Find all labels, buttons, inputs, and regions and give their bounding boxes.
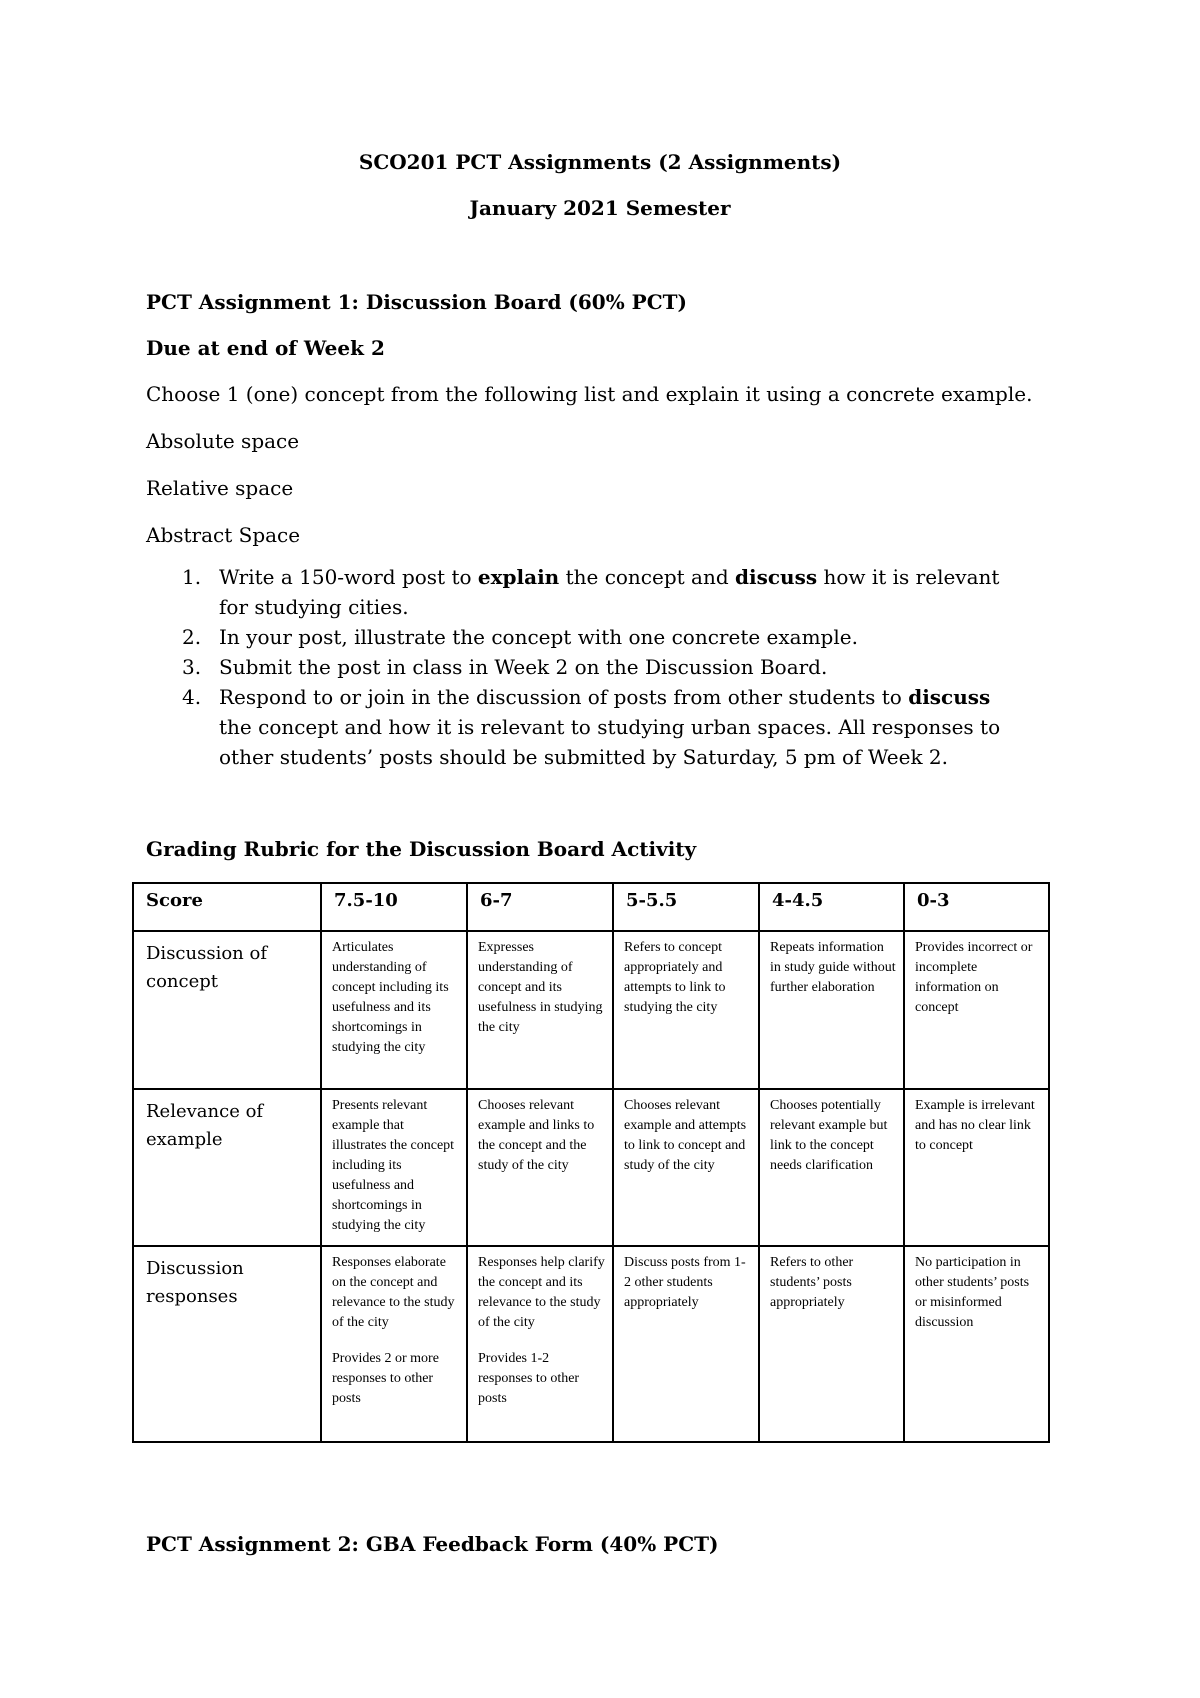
step-number: 3.: [182, 655, 202, 679]
assignment1-instruction: Choose 1 (one) concept from the following list and explain it using a concrete example.: [146, 382, 1033, 406]
step-item: 2. In your post, illustrate the concept with one concrete example.: [146, 622, 1026, 652]
step-number: 2.: [182, 625, 202, 649]
rubric-cell: No participation in other students’ posts or misinformed discussion: [904, 1246, 1049, 1442]
step-number: 1.: [182, 565, 202, 589]
rubric-cell: Responses elaborate on the concept and relevance to the study of the city Provides 2 or more responses to other posts: [321, 1246, 467, 1442]
assignment2-heading: PCT Assignment 2: GBA Feedback Form (40% PCT): [146, 1532, 719, 1556]
step-item: 4. Respond to or join in the discussion of posts from other students to discuss the concept and how it is relevant to studying urban spaces. All responses to other students’ posts should be submitted by Saturday, 5 pm of Week 2.: [146, 682, 1026, 772]
rubric-title: Grading Rubric for the Discussion Board Activity: [146, 837, 697, 861]
rubric-cell: Example is irrelevant and has no clear link to concept: [904, 1089, 1049, 1246]
rubric-header-cell: Score: [133, 883, 321, 931]
rubric-header-row: [133, 883, 1049, 931]
assignment-steps-list: [146, 562, 1026, 772]
concept-item: Abstract Space: [146, 523, 301, 547]
assignment1-heading: PCT Assignment 1: Discussion Board (60% PCT): [146, 290, 687, 314]
rubric-cell: Expresses understanding of concept and its usefulness in studying the city: [467, 931, 613, 1089]
rubric-cell: Chooses relevant example and attempts to link to concept and study of the city: [613, 1089, 759, 1246]
step-item: 1. Write a 150-word post to explain the concept and discuss how it is relevant for studying cities.: [146, 562, 1026, 622]
rubric-header-cell: 6-7: [467, 883, 613, 931]
rubric-cell: Refers to other students’ posts appropriately: [759, 1246, 904, 1442]
rubric-header-cell: 4-4.5: [759, 883, 904, 931]
rubric-row: [133, 1089, 1049, 1246]
step-item: 3. Submit the post in class in Week 2 on the Discussion Board.: [146, 652, 1026, 682]
rubric-cell: Repeats information in study guide without further elaboration: [759, 931, 904, 1089]
rubric-cell: Provides incorrect or incomplete information on concept: [904, 931, 1049, 1089]
rubric-cell-extra: Provides 1-2 responses to other posts: [478, 1351, 580, 1406]
rubric-row: [133, 931, 1049, 1089]
assignment1-due: Due at end of Week 2: [146, 336, 385, 360]
rubric-cell: Responses help clarify the concept and its relevance to the study of the city Provides 1-2 responses to other posts: [467, 1246, 613, 1442]
rubric-cell-extra: Provides 2 or more responses to other posts: [332, 1351, 439, 1406]
rubric-header-cell: 5-5.5: [613, 883, 759, 931]
rubric-cell: Refers to concept appropriately and attempts to link to studying the city: [613, 931, 759, 1089]
rubric-criterion: Relevance of example: [133, 1089, 321, 1246]
rubric-cell: Chooses potentially relevant example but link to the concept needs clarification: [759, 1089, 904, 1246]
grading-rubric-table: [132, 882, 1050, 1443]
rubric-criterion: Discussion responses: [133, 1246, 321, 1442]
rubric-header-cell: 7.5-10: [321, 883, 467, 931]
document-title: SCO201 PCT Assignments (2 Assignments): [358, 150, 842, 174]
rubric-header-cell: 0-3: [904, 883, 1049, 931]
concept-item: Relative space: [146, 476, 294, 500]
step-number: 4.: [182, 685, 202, 709]
concept-item: Absolute space: [146, 429, 300, 453]
semester-label: January 2021 Semester: [469, 196, 731, 220]
rubric-cell: Presents relevant example that illustrates the concept including its usefulness and shortcomings in studying the city: [321, 1089, 467, 1246]
rubric-cell: Discuss posts from 1-2 other students appropriately: [613, 1246, 759, 1442]
rubric-cell: Articulates understanding of concept including its usefulness and its shortcomings in studying the city: [321, 931, 467, 1089]
rubric-row: [133, 1246, 1049, 1442]
rubric-cell: Chooses relevant example and links to the concept and the study of the city: [467, 1089, 613, 1246]
rubric-criterion: Discussion of concept: [133, 931, 321, 1089]
